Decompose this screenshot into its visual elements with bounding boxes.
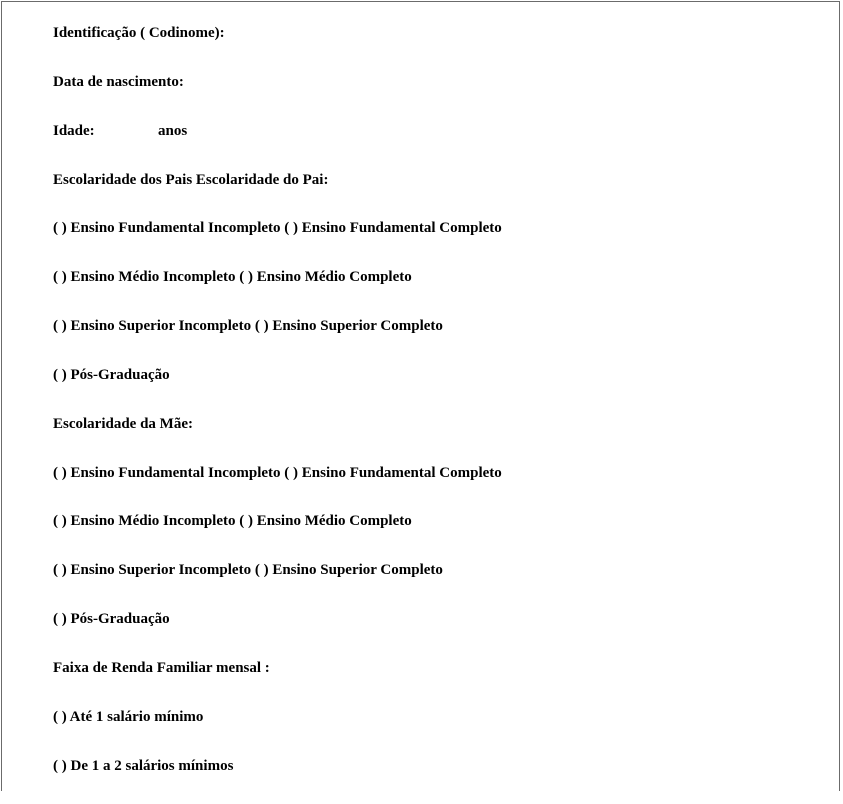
age-unit: anos <box>158 122 188 139</box>
mother-option-superior: ( ) Ensino Superior Incompleto ( ) Ensino Superior Completo <box>53 562 443 579</box>
age-label: Idade: <box>53 122 95 139</box>
mother-option-fundamental: ( ) Ensino Fundamental Incompleto ( ) Ensino Fundamental Completo <box>53 464 502 481</box>
document-page <box>1 1 840 791</box>
mother-education-heading: Escolaridade da Mãe: <box>53 415 193 432</box>
income-heading: Faixa de Renda Familiar mensal : <box>53 659 270 676</box>
father-option-fundamental: ( ) Ensino Fundamental Incompleto ( ) Ensino Fundamental Completo <box>53 220 502 237</box>
parents-education-heading: Escolaridade dos Pais Escolaridade do Pai: <box>53 171 329 188</box>
income-option-1-a-2: ( ) De 1 a 2 salários mínimos <box>53 757 234 774</box>
mother-option-pos-graduacao: ( ) Pós-Graduação <box>53 611 170 628</box>
father-option-medio: ( ) Ensino Médio Incompleto ( ) Ensino Médio Completo <box>53 269 412 286</box>
questionnaire-form <box>53 22 819 804</box>
birthdate-label: Data de nascimento: <box>53 73 184 90</box>
age-row <box>53 120 819 169</box>
mother-option-medio: ( ) Ensino Médio Incompleto ( ) Ensino Médio Completo <box>53 513 412 530</box>
father-option-pos-graduacao: ( ) Pós-Graduação <box>53 366 170 383</box>
income-option-ate-1: ( ) Até 1 salário mínimo <box>53 708 204 725</box>
father-option-superior: ( ) Ensino Superior Incompleto ( ) Ensino Superior Completo <box>53 318 443 335</box>
identification-label: Identificação ( Codinome): <box>53 25 225 41</box>
